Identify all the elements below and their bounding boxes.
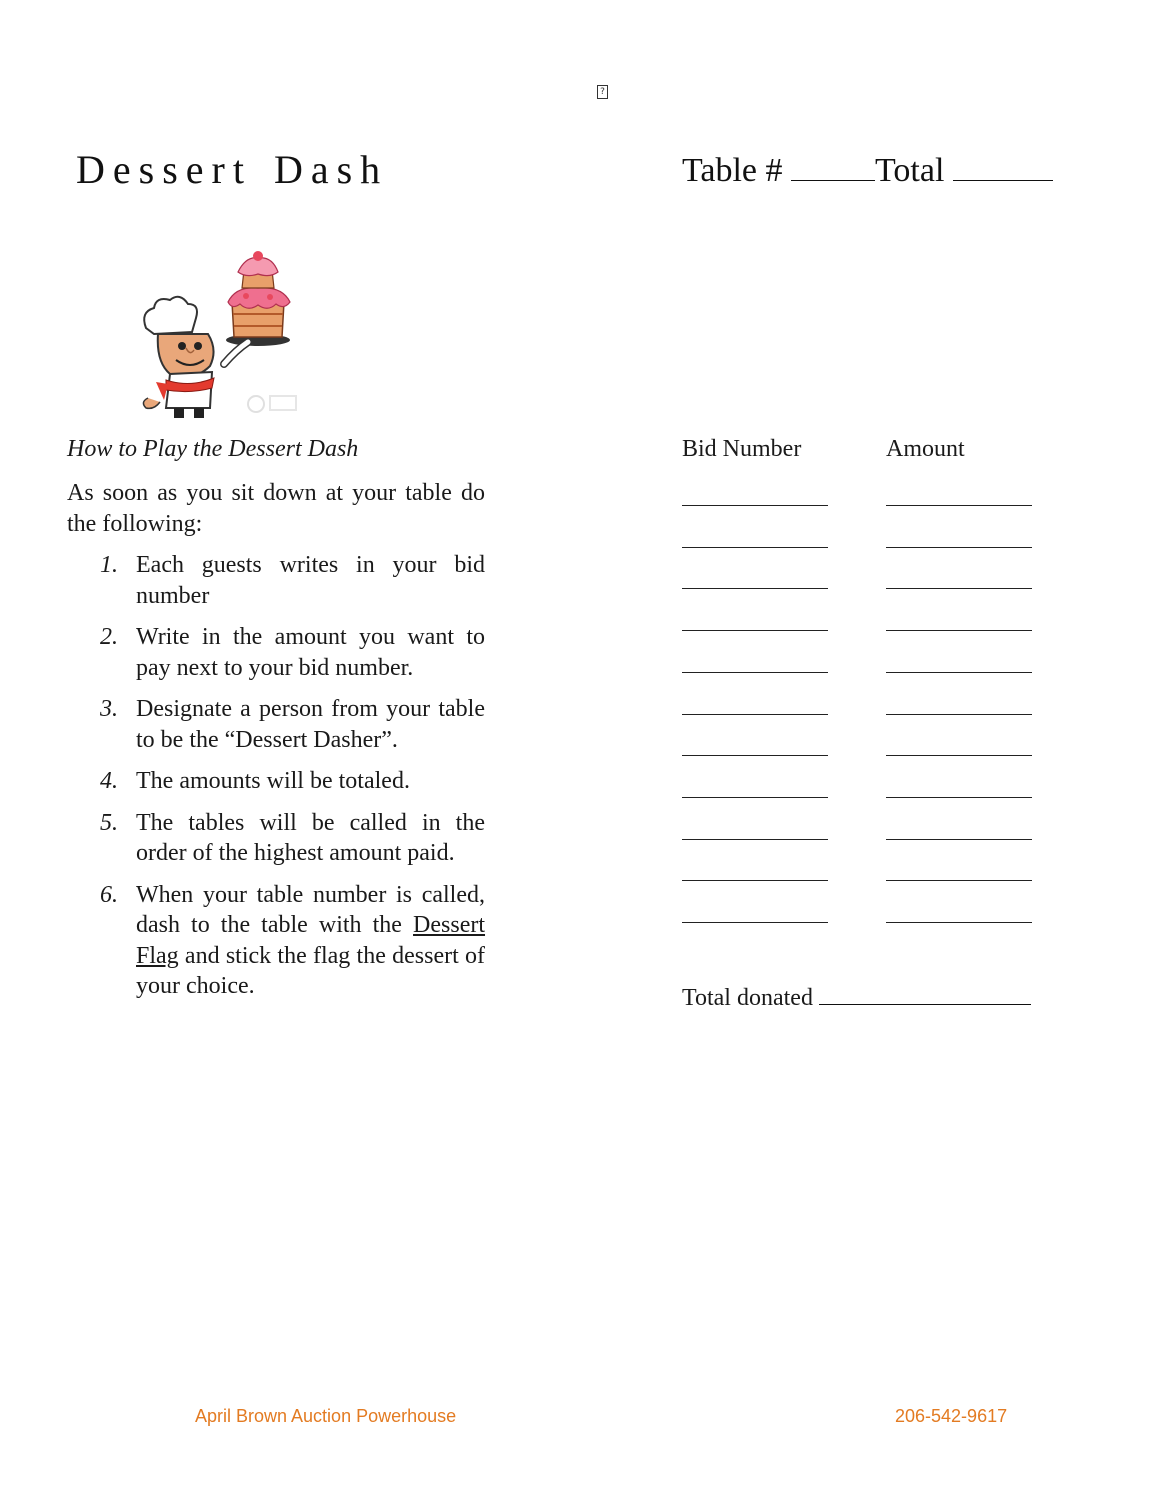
instructions-intro: As soon as you sit down at your table do the following: (67, 480, 485, 537)
amount-blank[interactable] (886, 755, 1032, 756)
dessert-flag-underlined: Dessert Flag (136, 912, 486, 969)
list-item (100, 694, 485, 755)
bid-number-blank[interactable] (682, 547, 828, 548)
bid-number-blank[interactable] (682, 755, 828, 756)
title-word-dash: Dash (273, 147, 389, 192)
amount-blank[interactable] (886, 797, 1032, 798)
instructions-heading: How to Play the Dessert Dash (67, 436, 359, 462)
step-text-after: and stick the flag the dessert of your choice. (136, 942, 485, 999)
bid-number-blank[interactable] (682, 797, 828, 798)
amount-blank[interactable] (886, 672, 1032, 673)
amount-blank[interactable] (886, 588, 1032, 589)
step-text: Each guests writes in your bid number (136, 552, 485, 609)
table-total-line (682, 150, 1053, 190)
bid-number-blank[interactable] (682, 672, 828, 673)
step-number: 2. (100, 624, 118, 650)
step-number: 4. (100, 768, 118, 794)
amount-blank[interactable] (886, 880, 1032, 881)
amount-header: Amount (886, 436, 965, 462)
amount-blank[interactable] (886, 922, 1032, 923)
list-item (100, 622, 485, 683)
amount-blank[interactable] (886, 839, 1032, 840)
step-text: Write in the amount you want to pay next to your bid number. (136, 624, 485, 681)
bid-number-blank[interactable] (682, 880, 828, 881)
amount-blank[interactable] (886, 547, 1032, 548)
total-donated-line (682, 980, 1031, 1012)
step-text-before: When your table number is called, dash to the table with the (136, 881, 485, 938)
table-number-label: Table # (682, 152, 783, 189)
total-label: Total (875, 152, 945, 189)
page-title (76, 146, 388, 193)
bid-number-blank[interactable] (682, 505, 828, 506)
step-text: Designate a person from your table to be the “Dessert Dasher”. (136, 696, 485, 753)
bid-number-blank[interactable] (682, 630, 828, 631)
bid-number-blank[interactable] (682, 714, 828, 715)
instructions-steps (100, 550, 485, 1013)
step-number: 1. (100, 552, 118, 578)
unknown-glyph-icon: ? (597, 85, 608, 99)
list-item (100, 766, 485, 797)
step-number: 3. (100, 696, 118, 722)
list-item (100, 550, 485, 611)
table-number-blank[interactable] (791, 150, 875, 181)
step-text (136, 880, 485, 1002)
bid-number-blank[interactable] (682, 588, 828, 589)
footer-phone: 206-542-9617 (895, 1406, 1008, 1426)
amount-blank[interactable] (886, 630, 1032, 631)
total-donated-blank[interactable] (819, 980, 1031, 1005)
list-item (100, 808, 485, 869)
amount-blank[interactable] (886, 505, 1032, 506)
bid-number-blank[interactable] (682, 922, 828, 923)
title-word-dessert: Dessert (76, 147, 252, 192)
bid-number-blank[interactable] (682, 839, 828, 840)
bid-number-header: Bid Number (682, 436, 802, 462)
list-item (100, 880, 485, 1002)
total-donated-label: Total donated (682, 985, 813, 1011)
footer-company: April Brown Auction Powerhouse (195, 1406, 457, 1426)
step-text: The amounts will be totaled. (136, 768, 410, 794)
step-text: The tables will be called in the order of the highest amount paid. (136, 809, 485, 866)
step-number: 6. (100, 881, 118, 908)
step-number: 5. (100, 809, 118, 836)
total-blank[interactable] (953, 150, 1053, 181)
amount-blank[interactable] (886, 714, 1032, 715)
chef-with-cake-illustration (136, 242, 308, 422)
